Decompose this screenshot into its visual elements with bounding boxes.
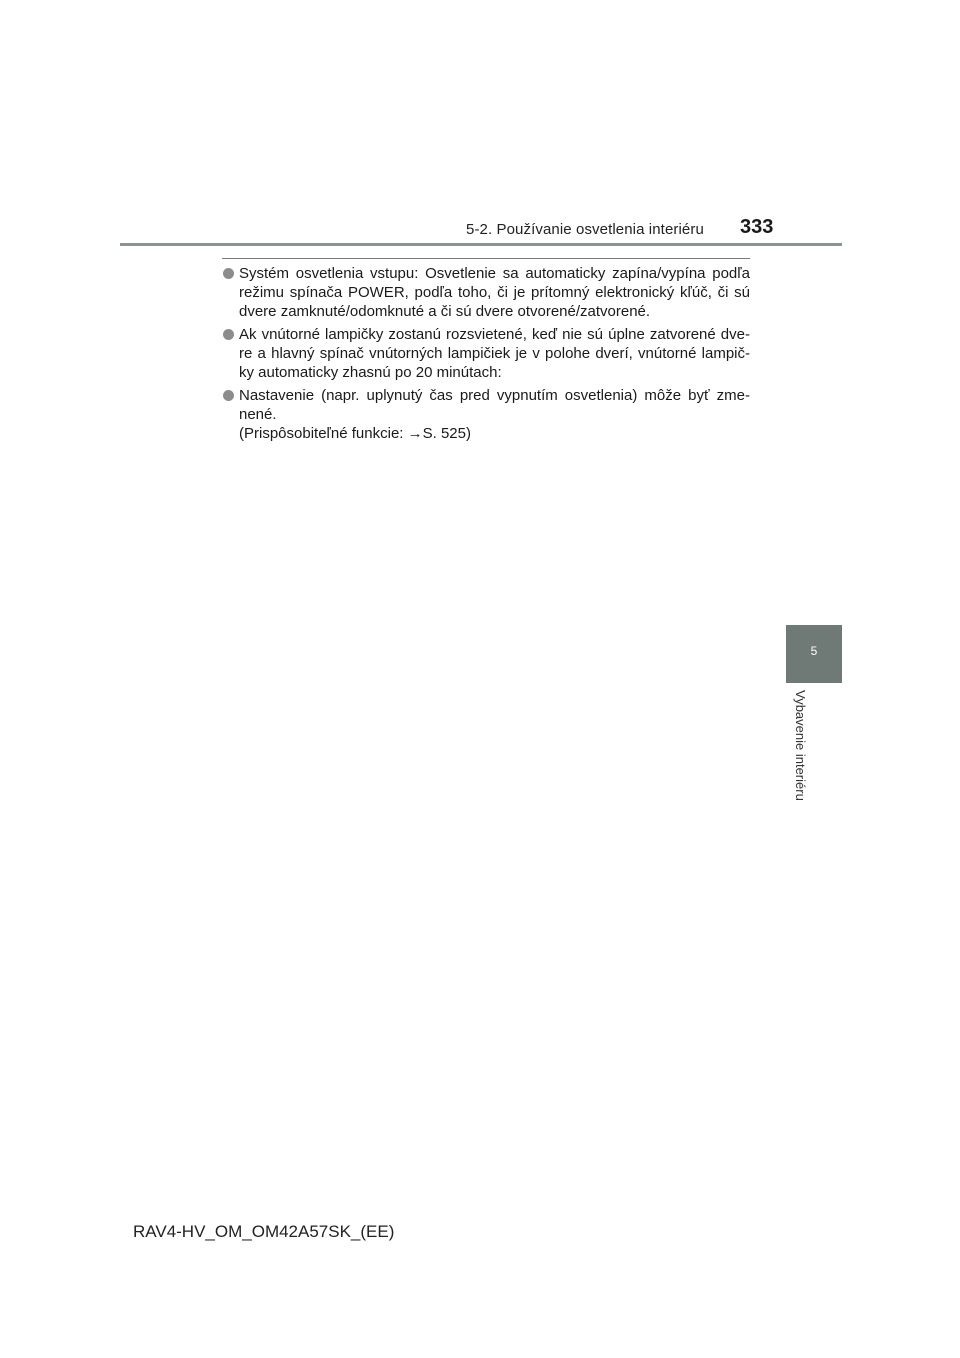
chapter-tab — [786, 625, 842, 683]
notes-list — [222, 264, 750, 447]
note-text: Nastavenie (napr. uplynutý čas pred vypnutím osvetlenia) môže byť zme-nené. — [239, 387, 750, 423]
list-item — [222, 264, 750, 321]
cross-reference[interactable]: (Prispôsobiteľné funkcie: →S. 525) — [239, 425, 471, 442]
list-item — [222, 325, 750, 382]
document-code: RAV4-HV_OM_OM42A57SK_(EE) — [133, 1222, 395, 1241]
note-text: Ak vnútorné lampičky zostanú rozsvietené, keď nie sú úplne zatvorené dve-re a hlavný spínač vnútorných lampičiek je v polohe dverí, vnútorné lampič-ky automaticky zhasnú po 20 minútach: — [239, 326, 750, 381]
bullet-icon — [223, 268, 234, 279]
section-divider — [222, 258, 750, 259]
chapter-number: 5 — [810, 644, 818, 658]
header-divider — [120, 243, 842, 246]
section-title: 5-2. Používanie osvetlenia interiéru — [466, 221, 704, 238]
bullet-icon — [223, 390, 234, 401]
list-item — [222, 386, 750, 443]
bullet-icon — [223, 329, 234, 340]
page-number: 333 — [740, 216, 774, 238]
note-text: Systém osvetlenia vstupu: Osvetlenie sa automaticky zapína/vypína podľa režimu spínača POWER, podľa toho, či je prítomný elektronický kľúč, či sú dvere zamknuté/odomknuté a či sú dvere otvorené/zatvorené. — [239, 265, 750, 320]
chapter-title: Vybavenie interiéru — [793, 690, 808, 801]
